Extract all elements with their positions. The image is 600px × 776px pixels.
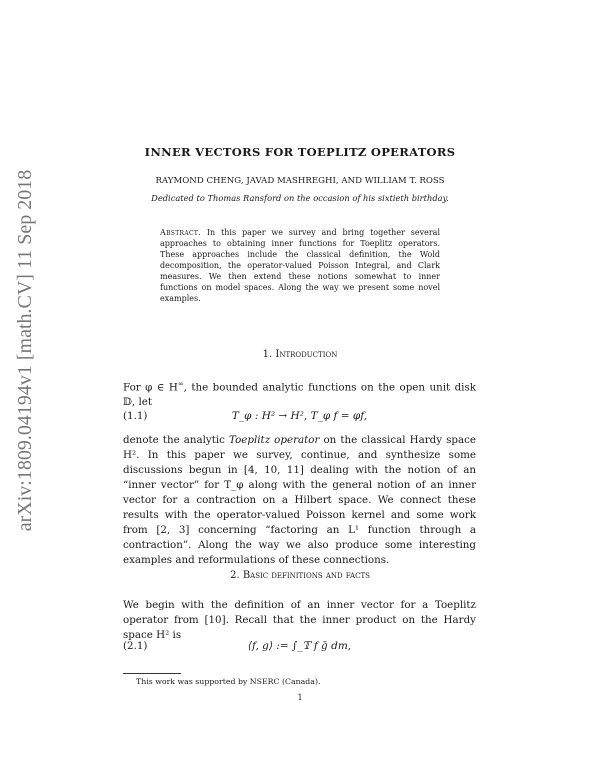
footnote-rule: [123, 673, 181, 674]
section-1-number: 1.: [262, 349, 273, 360]
p2-text-a: denote the analytic: [123, 434, 230, 446]
intro-text-b: , the bounded analytic functions on the open unit disk 𝔻, let: [123, 381, 476, 409]
section-1-heading: [0, 349, 600, 360]
footnote: This work was supported by NSERC (Canada).: [136, 677, 321, 686]
page-number: 1: [297, 693, 303, 702]
section-1-paragraph-2: [123, 433, 476, 568]
paper-authors: RAYMOND CHENG, JAVAD MASHREGHI, AND WILLIAM T. ROSS: [155, 176, 445, 186]
section-2-title: Basic definitions and facts: [242, 570, 370, 581]
intro-text-a: For φ ∈ H: [123, 381, 178, 394]
equation-1-1-label: (1.1): [123, 410, 148, 422]
equation-1-1: T_φ : H² → H², T_φ f = φf,: [231, 410, 368, 422]
equation-2-1-label: (2.1): [123, 640, 148, 652]
section-1-intro: [123, 377, 476, 410]
dedication: Dedicated to Thomas Ransford on the occasion of his sixtieth birthday.: [151, 193, 449, 203]
section-2-number: 2.: [230, 570, 240, 581]
abstract: [160, 227, 440, 304]
equation-2-1: ⟨f, g⟩ := ∫_𝕋 f ḡ dm,: [247, 640, 352, 652]
arxiv-stamp-text: arXiv:1809.04194v1 [math.CV] 11 Sep 2018: [14, 169, 37, 531]
abstract-text: In this paper we survey and bring together several approaches to obtaining inner functions for Toeplitz operators. These approaches include the classical definition, the Wold decomposition, the operator-valued Poisson Integral, and Clark measures. We then extend these notions somewhat to inner functions on model spaces. Along the way we present some novel examples.: [160, 228, 441, 303]
p2-emphasis: Toeplitz operator: [229, 434, 320, 446]
p2-text-b: on the classical Hardy space H². In this paper we survey, continue, and synthesize some discussions begun in [4, 10, 11] dealing with the notion of an “inner vector” for T_φ along with the general notion of an inner vector for a contraction on a Hilbert space. We connect these results with the operator-valued Poisson kernel and some work from [2, 3] concerning “factoring an L¹ function through a contraction”. Along the way we also produce some interesting examples and reformulations of these connections.: [123, 434, 476, 566]
intro-superscript: ∞: [177, 380, 184, 388]
section-2-paragraph-1: We begin with the definition of an inner vector for a Toeplitz operator from [10]. Recall that the inner product on the Hardy space H² is: [123, 599, 476, 641]
section-2-heading: [0, 570, 600, 581]
abstract-label: Abstract.: [160, 228, 201, 237]
paper-title: INNER VECTORS FOR TOEPLITZ OPERATORS: [144, 145, 456, 159]
section-1-title: Introduction: [275, 349, 338, 360]
